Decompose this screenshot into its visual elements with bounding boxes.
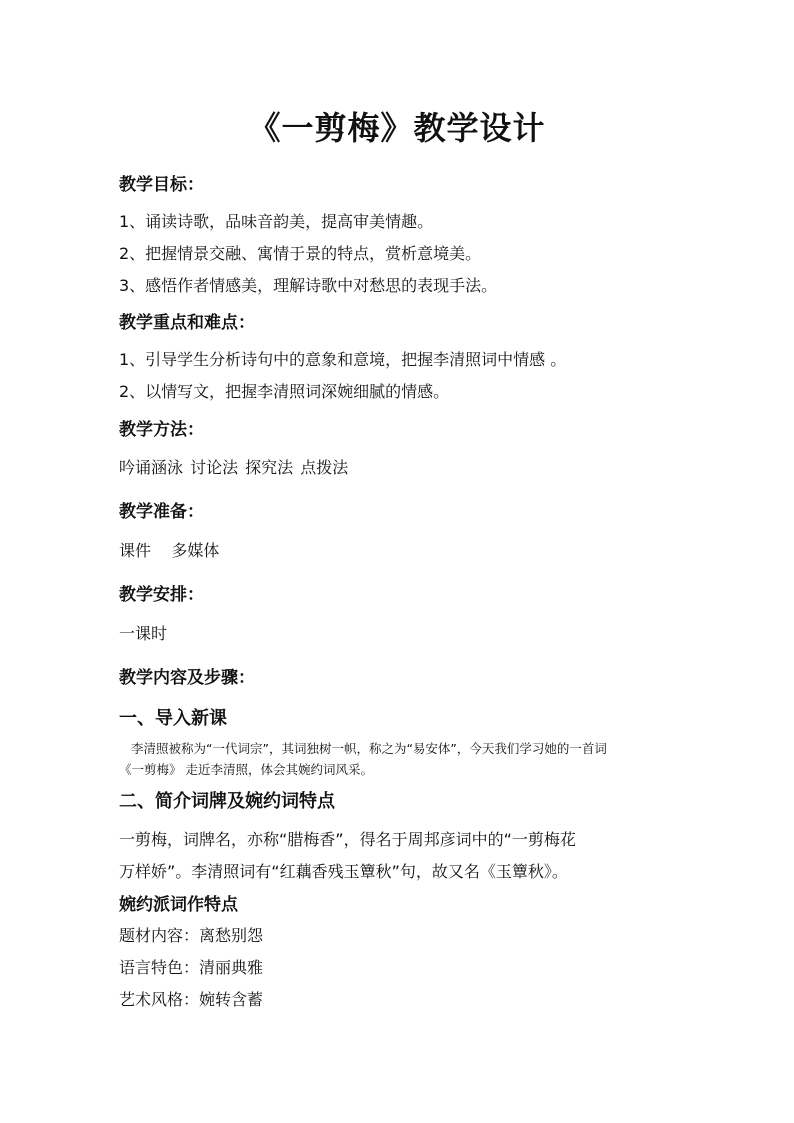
goal-item: 1、诵读诗歌，品味音韵美，提高审美情趣。 [119, 212, 434, 231]
keypoints-heading: 教学重点和难点： [119, 313, 255, 333]
goal-item: 2、把握情景交融、寓情于景的特点，赏析意境美。 [119, 244, 482, 263]
keypoint-item: 1、引导学生分析诗句中的意象和意境，把握李清照词中情感 。 [119, 350, 567, 369]
page-title: 《一剪梅》教学设计 [248, 109, 546, 147]
methods-heading: 教学方法： [119, 420, 204, 440]
methods-text: 吟诵涵泳 讨论法 探究法 点拨法 [119, 458, 349, 477]
section1-heading: 一、导入新课 [119, 708, 227, 729]
steps-heading: 教学内容及步骤： [119, 668, 255, 688]
feature-item: 语言特色：清丽典雅 [119, 958, 264, 977]
features-heading: 婉约派词作特点 [119, 895, 238, 915]
schedule-text: 一课时 [119, 624, 168, 643]
section2-line: 一剪梅，词牌名，亦称“腊梅香”，得名于周邦彦词中的“一剪梅花 [119, 830, 576, 849]
section1-line: 《一剪梅》 走近李清照，体会其婉约词风采。 [119, 762, 373, 777]
goal-item: 3、感悟作者情感美，理解诗歌中对愁思的表现手法。 [119, 276, 498, 295]
prep-heading: 教学准备： [119, 502, 204, 522]
prep-text: 课件 多媒体 [119, 541, 220, 560]
goals-heading: 教学目标： [119, 175, 204, 195]
section2-line: 万样娇”。李清照词有“红藕香残玉簟秋”句，故又名《玉簟秋》。 [119, 862, 568, 881]
section1-line: 李清照被称为“一代词宗”，其词独树一帜，称之为“易安体”，今天我们学习她的一首词 [131, 741, 607, 756]
keypoint-item: 2、以情写文，把握李清照词深婉细腻的情感。 [119, 382, 450, 401]
feature-item: 艺术风格：婉转含蓄 [119, 990, 264, 1009]
feature-item: 题材内容：离愁别怨 [119, 926, 264, 945]
schedule-heading: 教学安排： [119, 585, 204, 605]
section2-heading: 二、简介词牌及婉约词特点 [119, 791, 335, 812]
